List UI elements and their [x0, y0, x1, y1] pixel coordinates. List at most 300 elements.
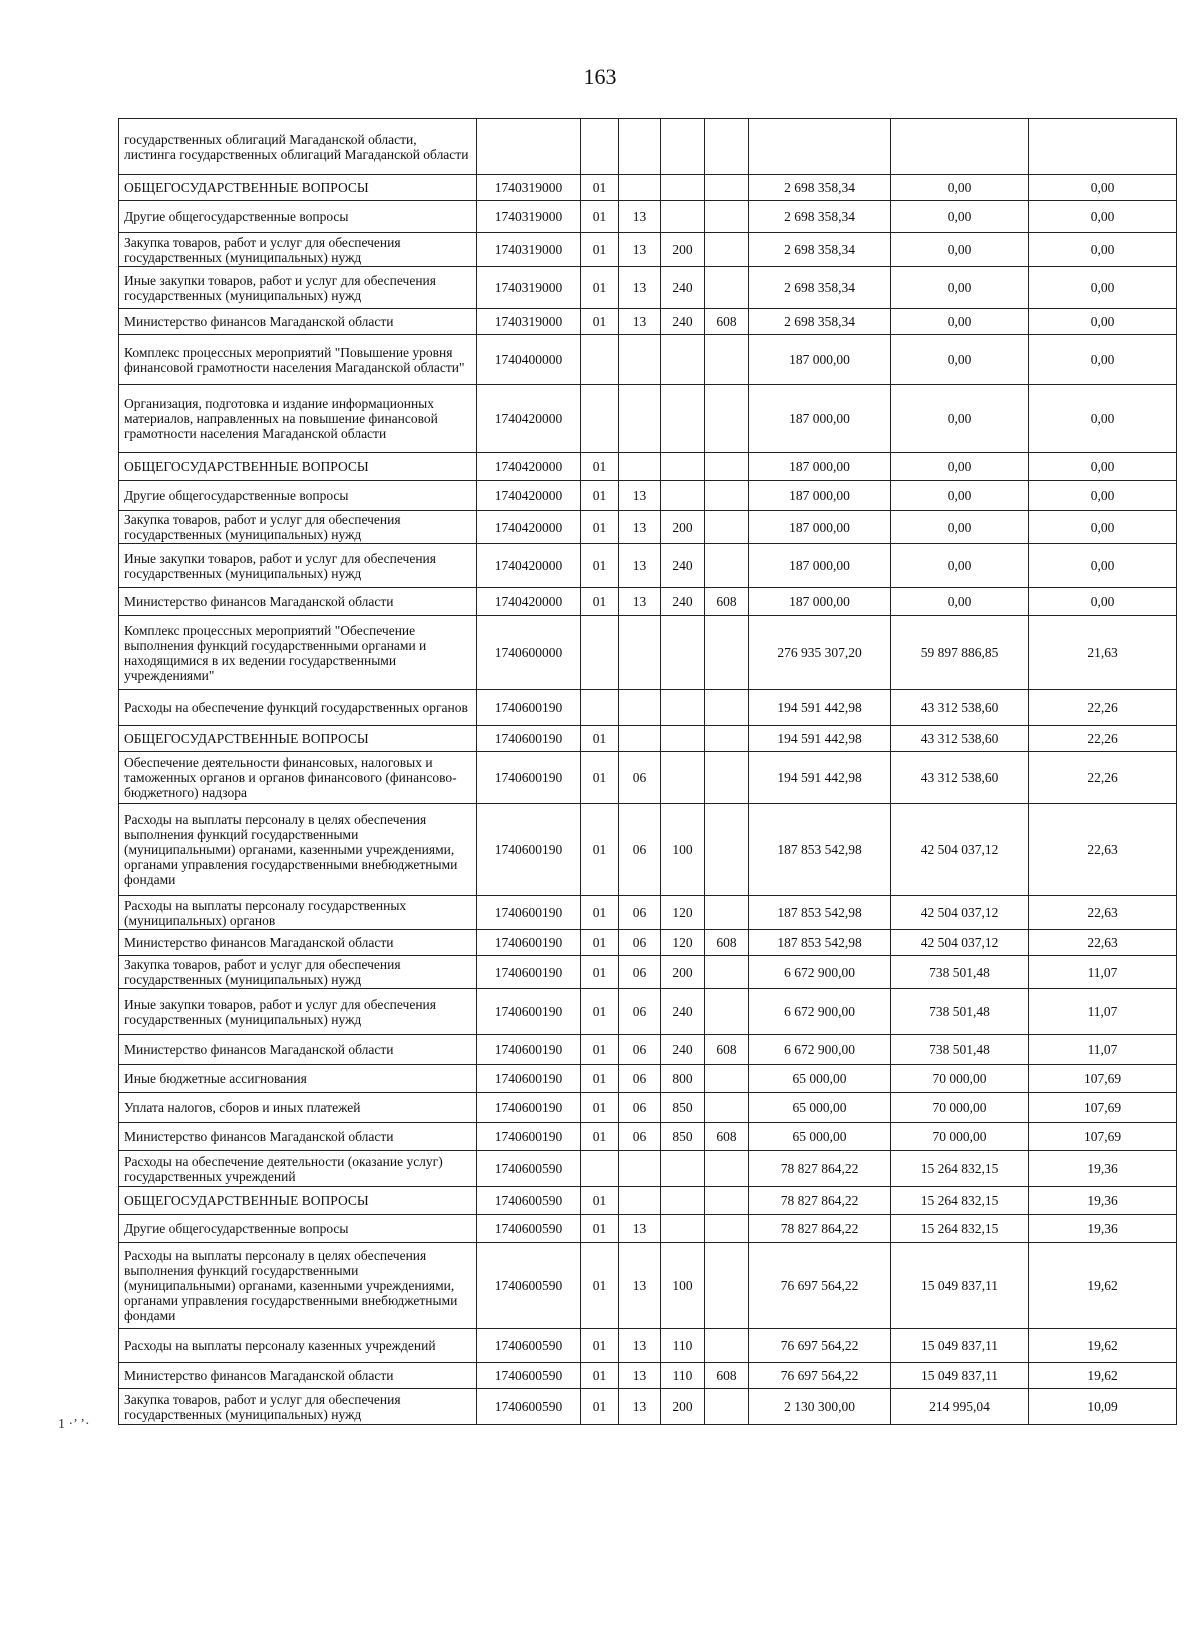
- row-actual-amount: 42 504 037,12: [891, 930, 1029, 956]
- row-actual-amount: 42 504 037,12: [891, 804, 1029, 896]
- table-row: [119, 511, 1177, 544]
- row-code: 1740600190: [477, 726, 581, 752]
- table-row: [119, 119, 1177, 175]
- table-row: [119, 1187, 1177, 1215]
- row-actual-amount: 214 995,04: [891, 1389, 1029, 1425]
- row-code: 1740600190: [477, 752, 581, 804]
- row-section: [581, 385, 619, 453]
- row-expense-type: 100: [661, 1243, 705, 1329]
- row-expense-type: 240: [661, 588, 705, 616]
- row-subsection: 13: [619, 588, 661, 616]
- row-name: государственных облигаций Магаданской области, листинга государственных облигаций Магаданской области: [119, 119, 477, 175]
- row-administrator: [705, 1093, 749, 1123]
- row-administrator: [705, 267, 749, 309]
- table-row: [119, 1065, 1177, 1093]
- row-section: 01: [581, 1123, 619, 1151]
- row-section: 01: [581, 201, 619, 233]
- row-subsection: 13: [619, 1363, 661, 1389]
- table-row: [119, 1329, 1177, 1363]
- row-plan-amount: [749, 119, 891, 175]
- row-plan-amount: 78 827 864,22: [749, 1151, 891, 1187]
- row-percent: 11,07: [1029, 1035, 1177, 1065]
- row-percent: 0,00: [1029, 453, 1177, 481]
- row-name: Министерство финансов Магаданской области: [119, 1035, 477, 1065]
- row-code: 1740319000: [477, 267, 581, 309]
- row-plan-amount: 76 697 564,22: [749, 1329, 891, 1363]
- row-subsection: [619, 453, 661, 481]
- row-code: 1740600190: [477, 1035, 581, 1065]
- row-subsection: 13: [619, 1243, 661, 1329]
- row-expense-type: 200: [661, 233, 705, 267]
- row-plan-amount: 187 853 542,98: [749, 804, 891, 896]
- row-code: 1740600590: [477, 1187, 581, 1215]
- row-subsection: [619, 616, 661, 690]
- row-expense-type: [661, 175, 705, 201]
- row-plan-amount: 194 591 442,98: [749, 752, 891, 804]
- table-row: [119, 453, 1177, 481]
- row-name: ОБЩЕГОСУДАРСТВЕННЫЕ ВОПРОСЫ: [119, 453, 477, 481]
- row-actual-amount: 0,00: [891, 267, 1029, 309]
- row-expense-type: [661, 119, 705, 175]
- row-percent: 0,00: [1029, 267, 1177, 309]
- row-administrator: [705, 752, 749, 804]
- table-row: [119, 201, 1177, 233]
- table-row: [119, 1035, 1177, 1065]
- row-section: [581, 1151, 619, 1187]
- row-name: Обеспечение деятельности финансовых, налоговых и таможенных органов и органов финансового (финансово-бюджетного) надзора: [119, 752, 477, 804]
- row-subsection: 06: [619, 804, 661, 896]
- row-actual-amount: 0,00: [891, 175, 1029, 201]
- row-expense-type: [661, 453, 705, 481]
- row-plan-amount: 187 000,00: [749, 335, 891, 385]
- row-percent: 0,00: [1029, 511, 1177, 544]
- row-section: 01: [581, 726, 619, 752]
- table-row: [119, 481, 1177, 511]
- row-section: 01: [581, 1187, 619, 1215]
- row-code: 1740319000: [477, 175, 581, 201]
- row-subsection: 06: [619, 752, 661, 804]
- row-section: 01: [581, 453, 619, 481]
- row-actual-amount: 0,00: [891, 511, 1029, 544]
- row-name: Организация, подготовка и издание информационных материалов, направленных на повышение финансовой грамотности населения Магаданской области: [119, 385, 477, 453]
- row-expense-type: 850: [661, 1123, 705, 1151]
- row-code: 1740319000: [477, 201, 581, 233]
- row-percent: 0,00: [1029, 335, 1177, 385]
- row-section: 01: [581, 804, 619, 896]
- row-code: 1740600190: [477, 1065, 581, 1093]
- row-name: Другие общегосударственные вопросы: [119, 201, 477, 233]
- row-expense-type: 110: [661, 1329, 705, 1363]
- row-actual-amount: 0,00: [891, 588, 1029, 616]
- row-expense-type: 120: [661, 896, 705, 930]
- row-expense-type: 850: [661, 1093, 705, 1123]
- row-name: Иные бюджетные ассигнования: [119, 1065, 477, 1093]
- row-section: 01: [581, 896, 619, 930]
- row-actual-amount: 15 264 832,15: [891, 1215, 1029, 1243]
- row-expense-type: [661, 201, 705, 233]
- row-plan-amount: 78 827 864,22: [749, 1187, 891, 1215]
- row-expense-type: 200: [661, 511, 705, 544]
- row-actual-amount: 738 501,48: [891, 956, 1029, 989]
- row-plan-amount: 276 935 307,20: [749, 616, 891, 690]
- row-administrator: [705, 1215, 749, 1243]
- table-row: [119, 1093, 1177, 1123]
- table-row: [119, 233, 1177, 267]
- row-name: Расходы на выплаты персоналу в целях обеспечения выполнения функций государственными (муниципальными) органами, казенными учреждениями, органами управления государственными внебюджетными фондами: [119, 1243, 477, 1329]
- row-subsection: [619, 1187, 661, 1215]
- row-code: 1740600000: [477, 616, 581, 690]
- row-administrator: [705, 119, 749, 175]
- row-code: 1740600590: [477, 1151, 581, 1187]
- row-percent: 0,00: [1029, 309, 1177, 335]
- row-percent: 0,00: [1029, 175, 1177, 201]
- row-actual-amount: 0,00: [891, 201, 1029, 233]
- row-name: Иные закупки товаров, работ и услуг для обеспечения государственных (муниципальных) нужд: [119, 267, 477, 309]
- budget-table: [118, 118, 1177, 1425]
- row-code: 1740600190: [477, 989, 581, 1035]
- row-percent: 107,69: [1029, 1065, 1177, 1093]
- row-expense-type: 200: [661, 956, 705, 989]
- row-section: 01: [581, 481, 619, 511]
- row-percent: 107,69: [1029, 1123, 1177, 1151]
- row-administrator: [705, 481, 749, 511]
- row-plan-amount: 2 130 300,00: [749, 1389, 891, 1425]
- row-section: 01: [581, 1035, 619, 1065]
- row-subsection: [619, 726, 661, 752]
- row-administrator: [705, 175, 749, 201]
- row-actual-amount: 738 501,48: [891, 1035, 1029, 1065]
- row-expense-type: 120: [661, 930, 705, 956]
- row-plan-amount: 6 672 900,00: [749, 989, 891, 1035]
- table-row: [119, 1215, 1177, 1243]
- row-expense-type: 240: [661, 267, 705, 309]
- row-subsection: 13: [619, 233, 661, 267]
- row-percent: 11,07: [1029, 989, 1177, 1035]
- row-code: 1740600190: [477, 896, 581, 930]
- row-administrator: [705, 1389, 749, 1425]
- row-administrator: [705, 804, 749, 896]
- row-actual-amount: 738 501,48: [891, 989, 1029, 1035]
- row-name: Расходы на выплаты персоналу в целях обеспечения выполнения функций государственными (муниципальными) органами, казенными учреждениями, органами управления государственными внебюджетными фондами: [119, 804, 477, 896]
- row-subsection: 06: [619, 896, 661, 930]
- row-section: 01: [581, 1065, 619, 1093]
- row-subsection: [619, 385, 661, 453]
- row-name: Расходы на обеспечение деятельности (оказание услуг) государственных учреждений: [119, 1151, 477, 1187]
- row-subsection: 13: [619, 1215, 661, 1243]
- row-administrator: [705, 544, 749, 588]
- table-row: [119, 1151, 1177, 1187]
- row-name: ОБЩЕГОСУДАРСТВЕННЫЕ ВОПРОСЫ: [119, 175, 477, 201]
- row-code: 1740319000: [477, 309, 581, 335]
- row-section: 01: [581, 930, 619, 956]
- row-plan-amount: 2 698 358,34: [749, 233, 891, 267]
- row-section: 01: [581, 588, 619, 616]
- row-code: 1740420000: [477, 544, 581, 588]
- row-percent: 22,26: [1029, 726, 1177, 752]
- row-administrator: [705, 1329, 749, 1363]
- row-administrator: [705, 896, 749, 930]
- row-section: 01: [581, 956, 619, 989]
- row-administrator: [705, 1065, 749, 1093]
- row-administrator: [705, 233, 749, 267]
- row-expense-type: [661, 385, 705, 453]
- row-expense-type: 240: [661, 309, 705, 335]
- row-section: 01: [581, 1363, 619, 1389]
- row-section: 01: [581, 1329, 619, 1363]
- row-percent: 19,62: [1029, 1243, 1177, 1329]
- row-section: 01: [581, 233, 619, 267]
- row-administrator: [705, 385, 749, 453]
- row-actual-amount: 15 049 837,11: [891, 1363, 1029, 1389]
- row-subsection: [619, 690, 661, 726]
- row-name: Закупка товаров, работ и услуг для обеспечения государственных (муниципальных) нужд: [119, 956, 477, 989]
- row-code: 1740600190: [477, 1123, 581, 1151]
- row-actual-amount: 59 897 886,85: [891, 616, 1029, 690]
- row-percent: 0,00: [1029, 385, 1177, 453]
- row-subsection: [619, 335, 661, 385]
- row-plan-amount: 2 698 358,34: [749, 309, 891, 335]
- row-section: 01: [581, 1243, 619, 1329]
- row-percent: 11,07: [1029, 956, 1177, 989]
- row-actual-amount: 0,00: [891, 335, 1029, 385]
- row-name: Другие общегосударственные вопросы: [119, 1215, 477, 1243]
- row-expense-type: [661, 1187, 705, 1215]
- row-plan-amount: 65 000,00: [749, 1123, 891, 1151]
- row-plan-amount: 194 591 442,98: [749, 690, 891, 726]
- row-administrator: [705, 989, 749, 1035]
- row-actual-amount: 15 264 832,15: [891, 1151, 1029, 1187]
- row-actual-amount: 0,00: [891, 309, 1029, 335]
- row-actual-amount: 0,00: [891, 481, 1029, 511]
- row-administrator: [705, 726, 749, 752]
- row-code: 1740420000: [477, 385, 581, 453]
- table-row: [119, 726, 1177, 752]
- row-plan-amount: 65 000,00: [749, 1065, 891, 1093]
- row-section: [581, 119, 619, 175]
- row-plan-amount: 76 697 564,22: [749, 1243, 891, 1329]
- row-subsection: 13: [619, 201, 661, 233]
- row-actual-amount: 70 000,00: [891, 1123, 1029, 1151]
- row-subsection: 13: [619, 544, 661, 588]
- row-administrator: 608: [705, 1363, 749, 1389]
- row-expense-type: [661, 726, 705, 752]
- row-administrator: 608: [705, 309, 749, 335]
- row-subsection: [619, 1151, 661, 1187]
- row-actual-amount: 70 000,00: [891, 1065, 1029, 1093]
- row-name: Министерство финансов Магаданской области: [119, 930, 477, 956]
- row-name: Министерство финансов Магаданской области: [119, 1363, 477, 1389]
- row-expense-type: [661, 690, 705, 726]
- row-percent: [1029, 119, 1177, 175]
- row-subsection: 13: [619, 309, 661, 335]
- row-plan-amount: 187 853 542,98: [749, 930, 891, 956]
- row-percent: 0,00: [1029, 201, 1177, 233]
- row-expense-type: [661, 752, 705, 804]
- row-plan-amount: 187 000,00: [749, 588, 891, 616]
- row-administrator: [705, 1187, 749, 1215]
- row-expense-type: 100: [661, 804, 705, 896]
- row-expense-type: 110: [661, 1363, 705, 1389]
- row-plan-amount: 6 672 900,00: [749, 956, 891, 989]
- row-percent: 22,63: [1029, 930, 1177, 956]
- row-subsection: 06: [619, 930, 661, 956]
- row-plan-amount: 187 000,00: [749, 511, 891, 544]
- row-administrator: 608: [705, 1035, 749, 1065]
- row-section: 01: [581, 989, 619, 1035]
- row-percent: 107,69: [1029, 1093, 1177, 1123]
- row-plan-amount: 187 853 542,98: [749, 896, 891, 930]
- table-row: [119, 752, 1177, 804]
- row-subsection: [619, 119, 661, 175]
- row-actual-amount: 43 312 538,60: [891, 752, 1029, 804]
- row-code: 1740600190: [477, 804, 581, 896]
- row-actual-amount: 0,00: [891, 544, 1029, 588]
- row-name: Иные закупки товаров, работ и услуг для обеспечения государственных (муниципальных) нужд: [119, 989, 477, 1035]
- row-expense-type: 200: [661, 1389, 705, 1425]
- table-row: [119, 544, 1177, 588]
- row-actual-amount: 0,00: [891, 453, 1029, 481]
- row-expense-type: 240: [661, 989, 705, 1035]
- row-section: 01: [581, 1389, 619, 1425]
- row-percent: 21,63: [1029, 616, 1177, 690]
- row-name: Министерство финансов Магаданской области: [119, 588, 477, 616]
- row-section: [581, 690, 619, 726]
- row-plan-amount: 194 591 442,98: [749, 726, 891, 752]
- row-percent: 22,63: [1029, 804, 1177, 896]
- row-code: 1740319000: [477, 233, 581, 267]
- table-row: [119, 1123, 1177, 1151]
- row-name: Расходы на выплаты персоналу казенных учреждений: [119, 1329, 477, 1363]
- table-row: [119, 804, 1177, 896]
- row-expense-type: [661, 616, 705, 690]
- row-plan-amount: 6 672 900,00: [749, 1035, 891, 1065]
- row-code: 1740420000: [477, 588, 581, 616]
- row-subsection: 06: [619, 1065, 661, 1093]
- table-row: [119, 896, 1177, 930]
- row-name: Закупка товаров, работ и услуг для обеспечения государственных (муниципальных) нужд: [119, 1389, 477, 1425]
- row-code: 1740600590: [477, 1215, 581, 1243]
- row-administrator: [705, 616, 749, 690]
- row-administrator: [705, 511, 749, 544]
- row-actual-amount: 15 264 832,15: [891, 1187, 1029, 1215]
- row-code: 1740600590: [477, 1389, 581, 1425]
- row-actual-amount: 15 049 837,11: [891, 1243, 1029, 1329]
- row-code: 1740600590: [477, 1363, 581, 1389]
- row-section: 01: [581, 752, 619, 804]
- row-actual-amount: 43 312 538,60: [891, 726, 1029, 752]
- row-subsection: 06: [619, 1093, 661, 1123]
- row-section: 01: [581, 1215, 619, 1243]
- table-row: [119, 385, 1177, 453]
- row-section: [581, 616, 619, 690]
- table-row: [119, 1389, 1177, 1425]
- row-name: Комплекс процессных мероприятий "Повышение уровня финансовой грамотности населения Магаданской области": [119, 335, 477, 385]
- row-name: Другие общегосударственные вопросы: [119, 481, 477, 511]
- table-row: [119, 989, 1177, 1035]
- row-expense-type: 240: [661, 1035, 705, 1065]
- row-percent: 19,36: [1029, 1215, 1177, 1243]
- row-administrator: 608: [705, 930, 749, 956]
- row-percent: 0,00: [1029, 544, 1177, 588]
- row-percent: 22,26: [1029, 690, 1177, 726]
- row-subsection: 13: [619, 1389, 661, 1425]
- row-name: Иные закупки товаров, работ и услуг для обеспечения государственных (муниципальных) нужд: [119, 544, 477, 588]
- row-subsection: 06: [619, 989, 661, 1035]
- table-row: [119, 956, 1177, 989]
- row-section: 01: [581, 267, 619, 309]
- row-code: 1740600190: [477, 930, 581, 956]
- row-name: Расходы на обеспечение функций государственных органов: [119, 690, 477, 726]
- row-administrator: 608: [705, 1123, 749, 1151]
- row-expense-type: [661, 1215, 705, 1243]
- row-subsection: 13: [619, 511, 661, 544]
- row-code: 1740420000: [477, 453, 581, 481]
- row-subsection: 06: [619, 1123, 661, 1151]
- row-plan-amount: 78 827 864,22: [749, 1215, 891, 1243]
- row-subsection: 06: [619, 956, 661, 989]
- row-administrator: [705, 1243, 749, 1329]
- row-plan-amount: 2 698 358,34: [749, 175, 891, 201]
- row-subsection: 13: [619, 267, 661, 309]
- row-actual-amount: 42 504 037,12: [891, 896, 1029, 930]
- table-row: [119, 930, 1177, 956]
- row-percent: 10,09: [1029, 1389, 1177, 1425]
- row-subsection: 13: [619, 1329, 661, 1363]
- row-actual-amount: 15 049 837,11: [891, 1329, 1029, 1363]
- row-code: 1740420000: [477, 511, 581, 544]
- row-section: 01: [581, 175, 619, 201]
- row-plan-amount: 76 697 564,22: [749, 1363, 891, 1389]
- row-actual-amount: 0,00: [891, 385, 1029, 453]
- row-plan-amount: 2 698 358,34: [749, 201, 891, 233]
- table-row: [119, 267, 1177, 309]
- row-percent: 0,00: [1029, 481, 1177, 511]
- row-section: 01: [581, 511, 619, 544]
- row-section: 01: [581, 309, 619, 335]
- row-name: Уплата налогов, сборов и иных платежей: [119, 1093, 477, 1123]
- row-administrator: [705, 690, 749, 726]
- row-administrator: [705, 956, 749, 989]
- row-plan-amount: 187 000,00: [749, 453, 891, 481]
- row-code: 1740420000: [477, 481, 581, 511]
- row-code: 1740600590: [477, 1243, 581, 1329]
- row-administrator: [705, 1151, 749, 1187]
- row-code: 1740600590: [477, 1329, 581, 1363]
- row-code: 1740600190: [477, 1093, 581, 1123]
- row-section: 01: [581, 544, 619, 588]
- row-name: Закупка товаров, работ и услуг для обеспечения государственных (муниципальных) нужд: [119, 233, 477, 267]
- page-number: 163: [583, 64, 617, 89]
- row-actual-amount: 0,00: [891, 233, 1029, 267]
- row-percent: 19,36: [1029, 1151, 1177, 1187]
- row-actual-amount: 70 000,00: [891, 1093, 1029, 1123]
- row-name: ОБЩЕГОСУДАРСТВЕННЫЕ ВОПРОСЫ: [119, 726, 477, 752]
- row-name: Министерство финансов Магаданской области: [119, 1123, 477, 1151]
- row-administrator: 608: [705, 588, 749, 616]
- row-administrator: [705, 453, 749, 481]
- row-section: 01: [581, 1093, 619, 1123]
- row-expense-type: [661, 335, 705, 385]
- row-expense-type: [661, 481, 705, 511]
- row-code: [477, 119, 581, 175]
- row-name: Комплекс процессных мероприятий "Обеспечение выполнения функций государственными органами и находящимися в их ведении государственными учреждениями": [119, 616, 477, 690]
- table-row: [119, 309, 1177, 335]
- table-row: [119, 1243, 1177, 1329]
- row-name: Расходы на выплаты персоналу государственных (муниципальных) органов: [119, 896, 477, 930]
- row-plan-amount: 187 000,00: [749, 385, 891, 453]
- row-percent: 19,62: [1029, 1329, 1177, 1363]
- table-row: [119, 690, 1177, 726]
